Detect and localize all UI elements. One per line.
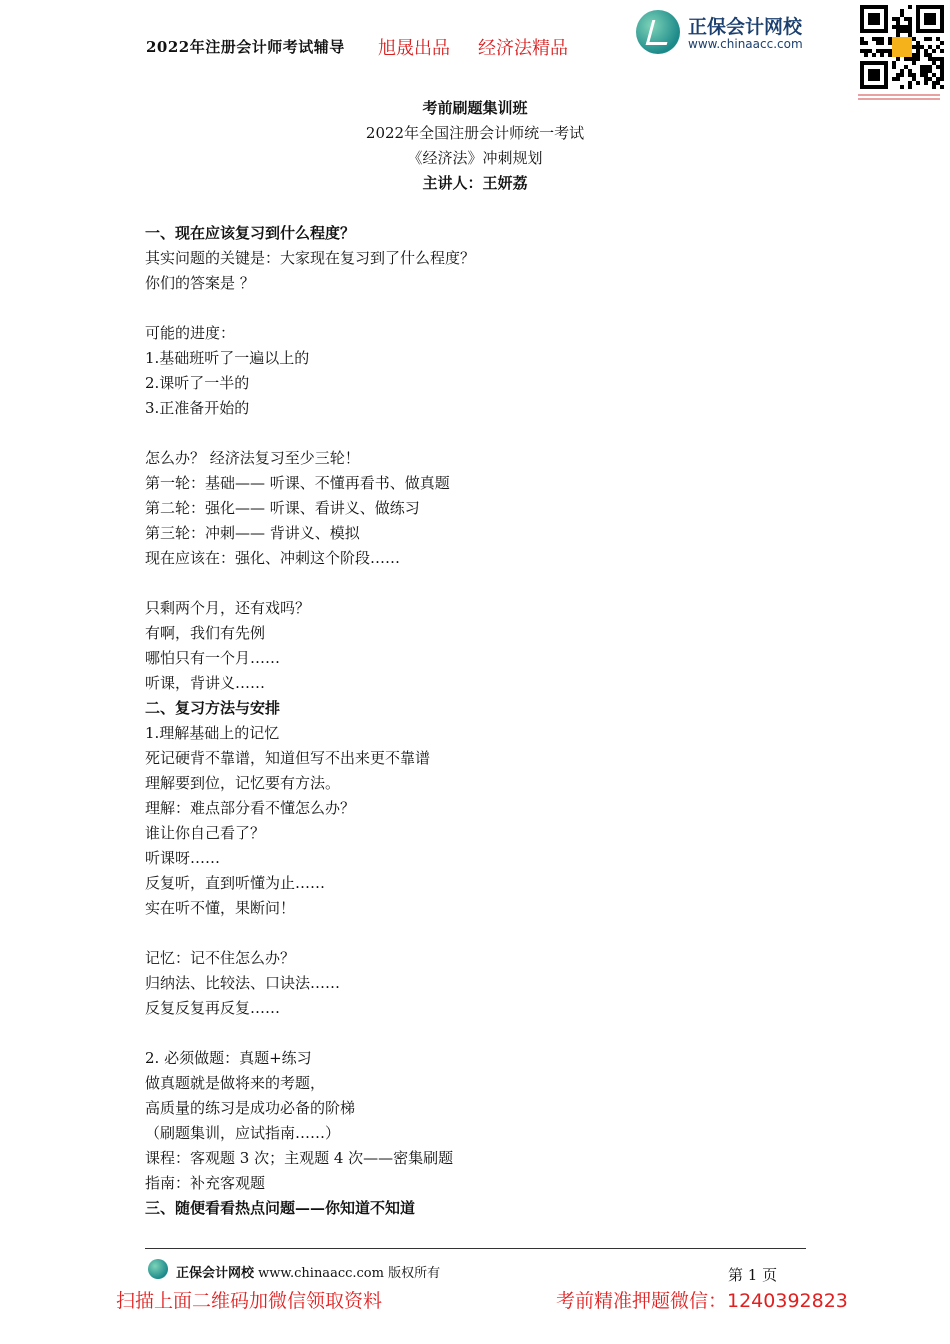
- body-line: 反复反复再反复……: [145, 999, 281, 1017]
- footer-divider: [145, 1248, 806, 1249]
- header-subject-mark: 经济法精品: [478, 38, 568, 59]
- blank-line: [145, 296, 825, 321]
- body-line: 指南：补充客观题: [145, 1174, 266, 1192]
- footer-site: www.chinaacc.com: [258, 1266, 384, 1281]
- blank-line: [145, 1021, 825, 1046]
- header-course-title: 2022年注册会计师考试辅导: [146, 38, 345, 56]
- body-line: 其实问题的关键是：大家现在复习到了什么程度？: [145, 249, 476, 267]
- doc-title-subject: 《经济法》冲刺规划: [407, 149, 543, 167]
- body-line: 做真题就是做将来的考题，: [145, 1074, 326, 1092]
- body-line: 记忆：记不住怎么办？: [145, 949, 296, 967]
- page-number: 第 1 页: [728, 1266, 778, 1284]
- body-line: 现在应该在：强化、冲刺这个阶段……: [145, 549, 401, 567]
- body-line: 第二轮：强化—— 听课、看讲义、做练习: [145, 499, 420, 517]
- footer-copyright: [176, 1262, 440, 1281]
- school-logo: [636, 10, 816, 56]
- body-line: 谁让你自己看了？: [145, 824, 266, 842]
- blank-line: [145, 421, 825, 446]
- section-heading: 一、现在应该复习到什么程度？: [145, 224, 356, 242]
- body-line: 你们的答案是 ？: [145, 274, 255, 292]
- section-heading: 三、随便看看热点问题——你知道不知道: [145, 1199, 416, 1217]
- header-publisher-mark: 旭晟出品: [378, 38, 450, 59]
- body-line: 听课，背讲义……: [145, 674, 266, 692]
- school-logo-title: 正保会计网校: [688, 16, 803, 38]
- blank-line: [145, 921, 825, 946]
- body-line: 2.课听了一半的: [145, 374, 250, 392]
- body-line: 理解：难点部分看不懂怎么办？: [145, 799, 356, 817]
- body-line: 3.正准备开始的: [145, 399, 250, 417]
- body-line: 反复听，直到听懂为止……: [145, 874, 326, 892]
- body-line: 听课呀……: [145, 849, 221, 867]
- body-line: 有啊，我们有先例: [145, 624, 266, 642]
- school-logo-icon: [636, 10, 680, 54]
- section-heading: 二、复习方法与安排: [145, 699, 281, 717]
- body-line: 可能的进度：: [145, 324, 236, 342]
- document-body: [145, 221, 825, 1221]
- promo-left: 扫描上面二维码加微信领取资料: [116, 1290, 383, 1312]
- body-line: 1.基础班听了一遍以上的: [145, 349, 310, 367]
- body-line: 课程：客观题 3 次；主观题 4 次——密集刷题: [145, 1149, 454, 1167]
- body-line: 哪怕只有一个月……: [145, 649, 281, 667]
- body-line: 只剩两个月，还有戏吗？: [145, 599, 311, 617]
- blank-line: [145, 571, 825, 596]
- body-line: 高质量的练习是成功必备的阶梯: [145, 1099, 356, 1117]
- body-line: 第一轮：基础—— 听课、不懂再看书、做真题: [145, 474, 450, 492]
- promo-right: 考前精准押题微信：1240392823: [556, 1290, 848, 1312]
- qr-code-icon: [860, 5, 944, 89]
- body-line: 2. 必须做题：真题+练习: [145, 1049, 312, 1067]
- footer-rights: 版权所有: [388, 1266, 441, 1281]
- doc-title-lecturer: 主讲人：王妍荔: [422, 174, 528, 192]
- body-line: （刷题集训，应试指南……）: [145, 1124, 341, 1142]
- footer-school-name: 正保会计网校: [176, 1266, 255, 1281]
- body-line: 第三轮：冲刺—— 背讲义、模拟: [145, 524, 360, 542]
- body-line: 死记硬背不靠谱，知道但写不出来更不靠谱: [145, 749, 431, 767]
- body-line: 怎么办？ 经济法复习至少三轮！: [145, 449, 360, 467]
- body-line: 理解要到位，记忆要有方法。: [145, 774, 341, 792]
- body-line: 实在听不懂，果断问！: [145, 899, 296, 917]
- footer-logo-icon: [148, 1259, 168, 1279]
- doc-title-class: 考前刷题集训班: [422, 99, 528, 117]
- body-line: 归纳法、比较法、口诀法……: [145, 974, 341, 992]
- doc-title-exam: 2022年全国注册会计师统一考试: [365, 124, 585, 142]
- school-logo-url: www.chinaacc.com: [688, 37, 803, 51]
- body-line: 1.理解基础上的记忆: [145, 724, 280, 742]
